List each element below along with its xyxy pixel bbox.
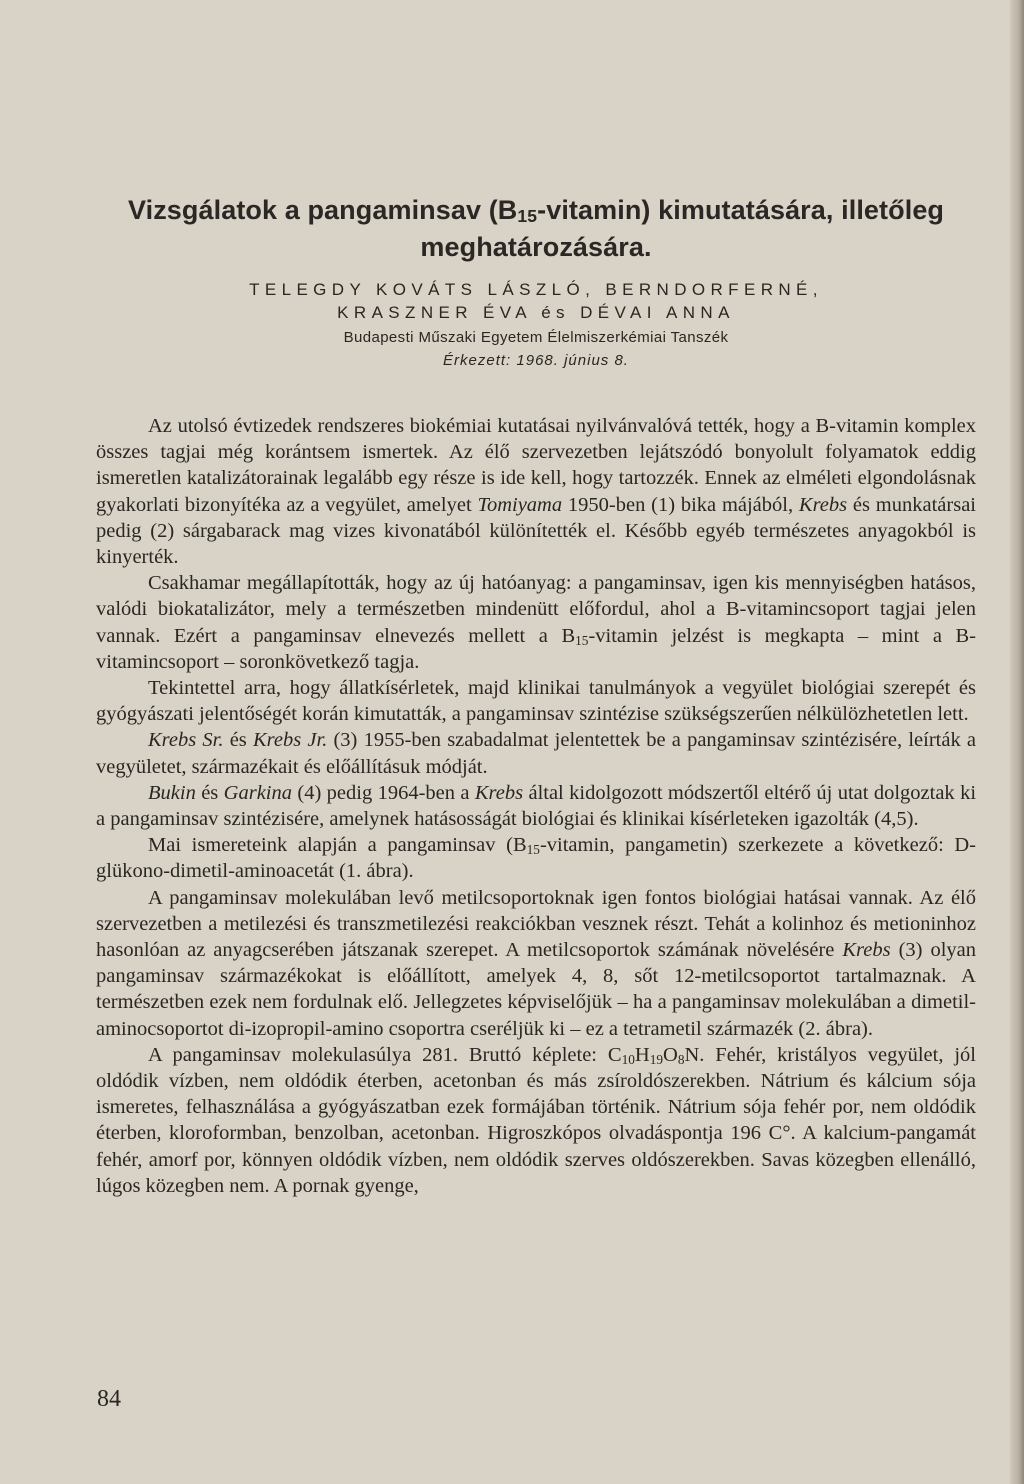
author-name: Krebs [842,939,891,962]
author-name: Bukin [148,781,196,804]
author-name: Krebs [474,781,524,804]
page-number: 84 [97,1386,121,1412]
subscript: 15 [526,842,540,858]
text-run: Mai ismereteink alapján a pangaminsav (B [148,834,527,857]
paragraph-7 [96,885,976,1042]
paragraph-3: Tekintettel arra, hogy állatkísérletek, majd klinikai tanulmányok a vegyület biológiai szerepét és gyógyászati jelentőségét korán kimutatták, a pangaminsav szintézise szükségszerűen nélkülözhetetlen lett. [96,677,976,726]
article-body [96,413,976,1199]
author-name: Krebs Sr. [148,729,224,752]
article-title [96,192,976,266]
text-run: (3) olyan pangaminsav származékokat is előállított, amelyek 4, 8, sőt 12-metilcsoportot tartalmaznak. A természetben ezek nem fordulnak elő. Jellegzetes képviselőjük – ha a pangaminsav molekulában a dimetil-aminocsoportot di-izopropil-amino csoportra cseréljük ki – ez a tetrametil származék (2. ábra). [96,939,976,1040]
affiliation: Budapesti Műszaki Egyetem Élelmiszerkémiai Tanszék [343,329,729,346]
paragraph-2 [96,570,976,675]
title-text-1: Vizsgálatok a pangaminsav (B [127,195,518,225]
page-edge-shadow [1010,0,1024,1484]
text-run: 1950-ben (1) bika májából, [562,493,799,516]
subscript: 10 [621,1051,635,1067]
text-run: H [634,1043,650,1066]
authors-line-1: TELEGDY KOVÁTS LÁSZLÓ, BERNDORFERNÉ, [249,280,823,299]
text-run: A pangaminsav molekulasúlya 281. Bruttó képlete: C [148,1043,622,1066]
text-run: O [663,1043,678,1066]
text-run: és munkatársai pedig (2) sárgabarack mag vizes kivonatából különítették el. Később egyéb természetes anyagokból is kinyerték. [96,493,976,569]
subscript: 8 [677,1051,685,1067]
authors-line-2: KRASZNER ÉVA és DÉVAI ANNA [337,303,735,322]
paragraph-5 [96,780,976,832]
text-run: (3) 1955-ben szabadalmat jelentettek be a pangaminsav szintézisére, leírták a vegyületet, származékait és előállításuk módját. [96,729,976,778]
author-name: Garkina [223,781,292,804]
author-name: Krebs Jr. [252,729,328,752]
text-run: Csakhamar megállapították, hogy az új hatóanyag: a pangaminsav, igen kis mennyiségben hatásos, valódi biokatalizátor, mely a természetben mindenütt előfordul, ahol a B-vitamincsoport tagjai jelen vannak. Ezért a pangaminsav elnevezés mellett a B [96,572,976,647]
text-run: (4) pedig 1964-ben a [292,781,475,804]
text-run: által kidolgozott módszertől eltérő új utat dolgoztak ki a pangaminsav szintézisére, amelynek hatásosságát biológiai és klinikai kísérleteken igazolták (4,5). [96,781,977,831]
author-name: Krebs [798,493,848,516]
subscript: 15 [575,632,589,648]
text-run: és [195,781,224,804]
text-run: -vitamin jelzést is megkapta – mint a B-vitamincsoport – soronkövetkező tagja. [96,624,976,673]
text-run: Az utolsó évtizedek rendszeres biokémiai kutatásai nyilvánvalóvá tették, hogy a B-vitamin komplex összes tagjai még korántsem ismertek. Az élő szervezetben lejátszódó bonyolult folyamatok eddig ismeretlen katalizátorainak legalább egy része is ide kell, hogy tartozzék. Ennek az elméleti elgondolásnak gyakorlati bizonyítéka az a vegyület, amelyet [96,415,976,516]
paragraph-1 [96,413,976,570]
authors [96,278,976,324]
author-name: Tomiyama [477,493,563,516]
paragraph-4 [96,727,976,779]
title-subscript: 15 [517,206,538,226]
title-text-2: -vitamin) kimutatására, illetőleg meghatározására. [420,195,945,262]
text-run: -vitamin, pangametin) szerkezete a következő: D-glükono-dimetil-aminoacetát (1. ábra). [96,834,976,883]
paragraph-8 [96,1042,976,1199]
article-header [96,192,976,371]
text-run: A pangaminsav molekulában levő metilcsoportoknak igen fontos biológiai hatásai vannak. Az élő szervezetben a metilezési és transzmetilezési reakciókban vesznek részt. Tehát a kolinhoz és metioninhoz hasonlóan az anyagcserében játszanak szerepet. A metilcsoportok számának növelésére [96,886,976,962]
text-run: és [223,729,253,752]
text-run: N. Fehér, kristályos vegyület, jól oldódik vízben, nem oldódik éterben, acetonban és más zsíroldószerekben. Nátrium és kálcium sója ismeretes, felhasználása a gyógyászatban ezek formájában történik. Nátrium sója fehér por, nem oldódik éterben, kloroformban, benzolban, acetonban. Higroszkópos olvadáspontja 196 C°. A kalcium-pangamát fehér, amorf por, könnyen oldódik vízben, nem oldódik szerves oldószerekben. Savas közegben ellenálló, lúgos közegben nem. A pornak gyenge, [96,1043,977,1197]
received-date: Érkezett: 1968. június 8. [443,352,629,369]
subscript: 19 [649,1051,663,1067]
paragraph-6 [96,832,976,884]
